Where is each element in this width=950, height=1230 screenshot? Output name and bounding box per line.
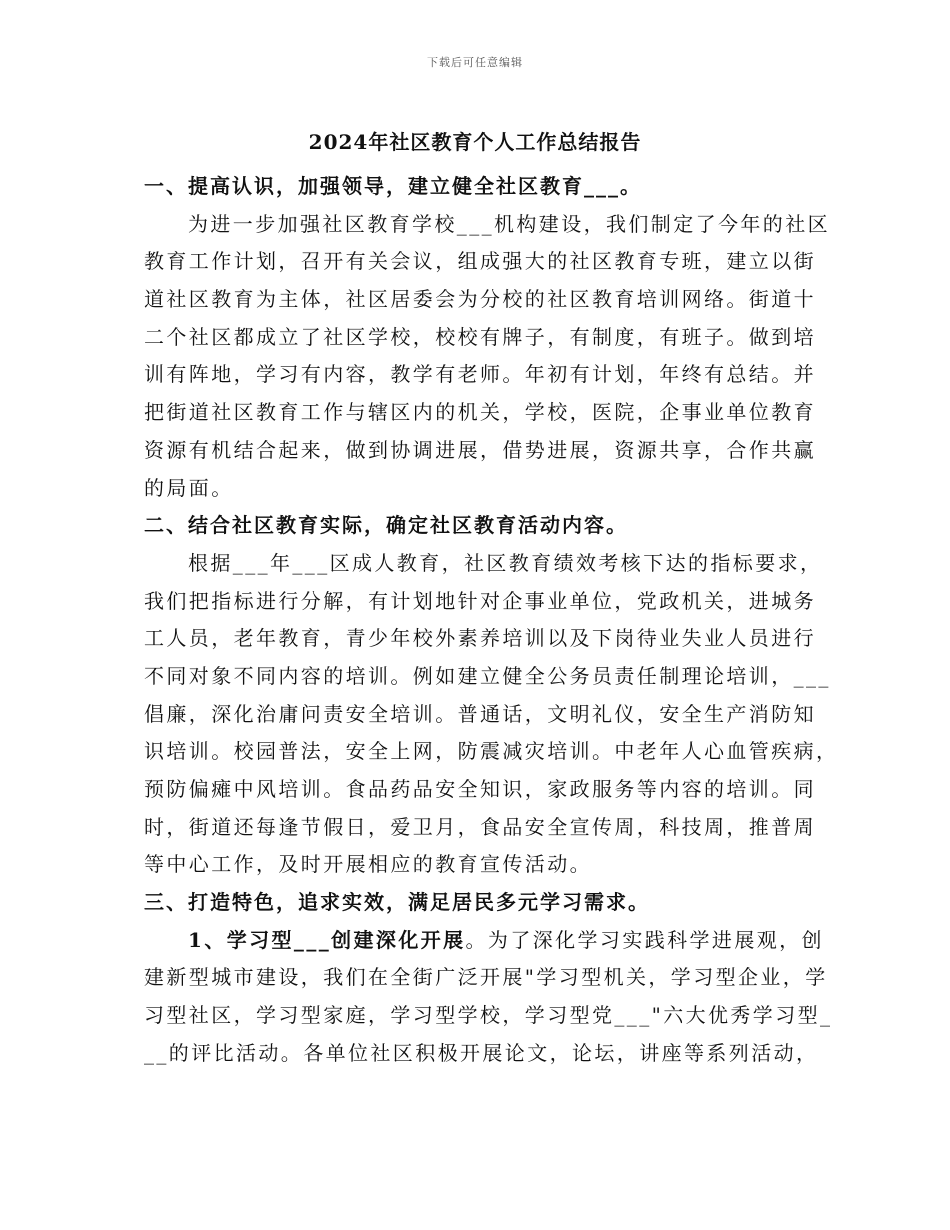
paragraph-line xyxy=(144,922,824,960)
document-title: 2024年社区教育个人工作总结报告 xyxy=(308,130,642,154)
paragraph-line: 资源有机结合起来，做到协调进展，借势进展，资源共享，合作共赢 xyxy=(144,437,816,462)
paragraph-line: 的局面。 xyxy=(144,475,234,500)
section-heading: 三、打造特色，追求实效，满足居民多元学习需求。 xyxy=(144,890,650,915)
paragraph-line: 时，街道还每逢节假日，爱卫月，食品安全宣传周，科技周，推普周 xyxy=(144,814,816,839)
paragraph-line: 识培训。校园普法，安全上网，防震减灾培训。中老年人心血管疾病， xyxy=(144,739,839,764)
paragraph-line-rest: 。为了深化学习实践科学进展观，创 xyxy=(465,927,824,952)
section-heading: 一、提高认识，加强领导，建立健全社区教育___。 xyxy=(144,174,642,198)
document-body xyxy=(144,168,839,1073)
paragraph-line: __的评比活动。各单位社区积极开展论文，论坛，讲座等系列活动， xyxy=(144,1040,819,1065)
paragraph-line: 等中心工作，及时开展相应的教育宣传活动。 xyxy=(144,852,592,877)
header-note: 下载后可任意编辑 xyxy=(427,56,523,69)
paragraph-line: 我们把指标进行分解，有计划地针对企事业单位，党政机关，进城务 xyxy=(144,588,816,613)
paragraph-line: 教育工作计划，召开有关会议，组成强大的社区教育专班，建立以街 xyxy=(144,249,816,274)
paragraph-line: 预防偏瘫中风培训。食品药品安全知识，家政服务等内容的培训。同 xyxy=(144,777,816,801)
paragraph-line: 把街道社区教育工作与辖区内的机关，学校，医院，企事业单位教育 xyxy=(144,400,816,425)
paragraph-line: 工人员，老年教育，青少年校外素养培训以及下岗待业失业人员进行 xyxy=(144,626,816,651)
paragraph-line: 为进一步加强社区教育学校___机构建设，我们制定了今年的社区 xyxy=(188,211,830,236)
subsection-lead: 1、学习型___创建深化开展 xyxy=(188,927,466,952)
section-heading: 二、结合社区教育实际，确定社区教育活动内容。 xyxy=(144,513,628,538)
paragraph-line: 倡廉，深化治庸问责安全培训。普通话，文明礼仪，安全生产消防知 xyxy=(144,701,816,726)
paragraph-line: 根据___年___区成人教育，社区教育绩效考核下达的指标要求， xyxy=(188,550,823,575)
paragraph-line: 道社区教育为主体，社区居委会为分校的社区教育培训网络。街道十 xyxy=(144,287,816,312)
paragraph-line: 二个社区都成立了社区学校，校校有牌子，有制度，有班子。做到培 xyxy=(144,324,816,349)
paragraph-line: 习型社区，学习型家庭，学习型学校，学习型党___"六大优秀学习型_ xyxy=(144,1003,833,1028)
paragraph-line: 不同对象不同内容的培训。例如建立健全公务员责任制理论培训，___ xyxy=(144,663,831,688)
paragraph-line: 训有阵地，学习有内容，教学有老师。年初有计划，年终有总结。并 xyxy=(144,362,816,387)
paragraph-line: 建新型城市建设，我们在全街广泛开展"学习型机关，学习型企业，学 xyxy=(144,965,828,990)
